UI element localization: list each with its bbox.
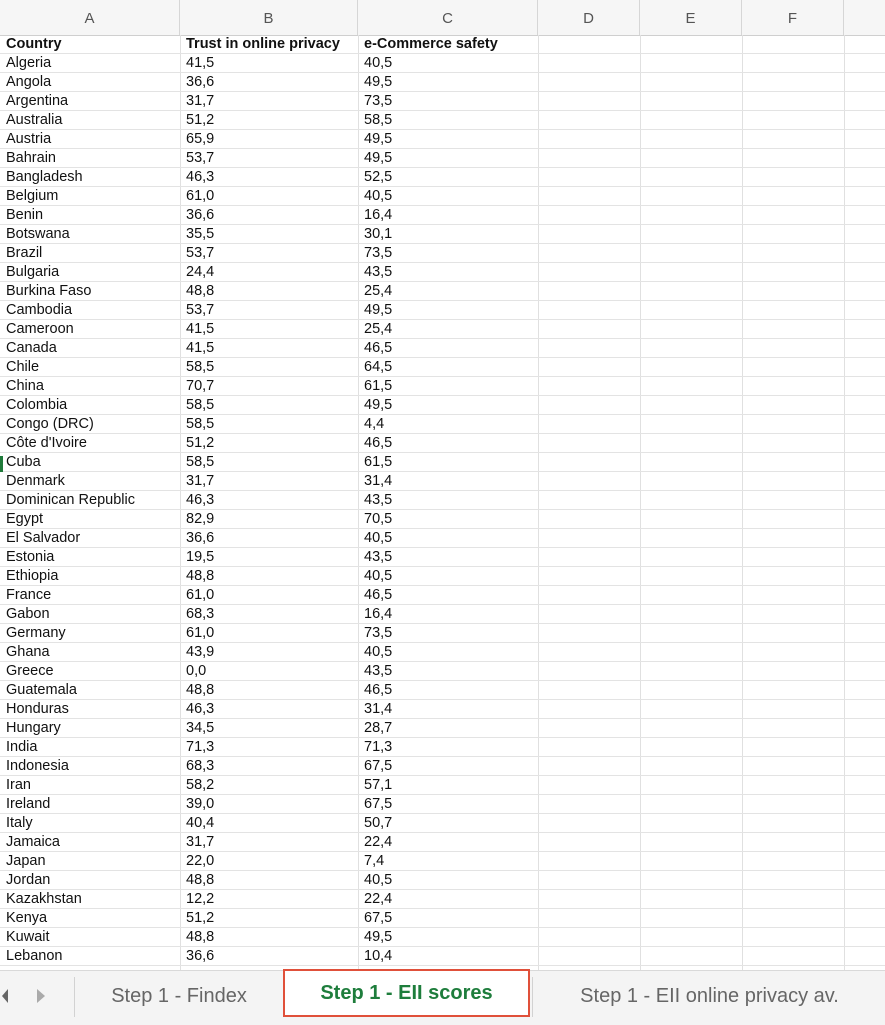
cell-ecommerce-safety[interactable]: 16,4 <box>364 606 393 622</box>
cell-ecommerce-safety[interactable]: 49,5 <box>364 150 393 166</box>
cell-ecommerce-safety[interactable]: 57,1 <box>364 777 393 793</box>
table-row <box>0 206 885 225</box>
column-header-b[interactable]: B <box>180 0 358 35</box>
table-row <box>0 168 885 187</box>
table-row <box>0 187 885 206</box>
table-row <box>0 757 885 776</box>
cell-ecommerce-safety[interactable]: 46,5 <box>364 587 393 603</box>
cell-trust-online-privacy[interactable]: 51,2 <box>186 435 215 451</box>
table-row <box>0 947 885 966</box>
cell-country[interactable]: Cuba <box>6 454 41 470</box>
cell-trust-online-privacy[interactable]: 58,5 <box>186 454 215 470</box>
tab-step1-findex[interactable]: Step 1 - Findex <box>111 985 247 1007</box>
table-row <box>0 719 885 738</box>
cell-country[interactable]: Brazil <box>6 245 43 261</box>
cell-ecommerce-safety[interactable]: 40,5 <box>364 644 393 660</box>
cell-country[interactable]: Iran <box>6 777 31 793</box>
row-indicator-mark <box>0 456 3 472</box>
table-row <box>0 54 885 73</box>
cell-country[interactable]: Denmark <box>6 473 65 489</box>
table-row <box>0 491 885 510</box>
header-cell-country[interactable]: Country <box>6 36 62 52</box>
cell-trust-online-privacy[interactable]: 61,0 <box>186 587 215 603</box>
cell-country[interactable]: Cambodia <box>6 302 73 318</box>
cell-ecommerce-safety[interactable]: 64,5 <box>364 359 393 375</box>
table-row <box>0 282 885 301</box>
cell-country[interactable]: Ethiopia <box>6 568 59 584</box>
cell-trust-online-privacy[interactable]: 36,6 <box>186 207 215 223</box>
cell-country[interactable]: Bulgaria <box>6 264 60 280</box>
cell-country[interactable]: Italy <box>6 815 33 831</box>
cell-ecommerce-safety[interactable]: 73,5 <box>364 245 393 261</box>
cell-country[interactable]: Belgium <box>6 188 59 204</box>
cell-ecommerce-safety[interactable]: 40,5 <box>364 188 393 204</box>
tab-separator <box>74 977 75 1017</box>
cell-ecommerce-safety[interactable]: 49,5 <box>364 131 393 147</box>
cell-ecommerce-safety[interactable]: 25,4 <box>364 283 393 299</box>
table-row <box>0 852 885 871</box>
cell-country[interactable]: Algeria <box>6 55 52 71</box>
table-row <box>0 244 885 263</box>
cell-country[interactable]: Austria <box>6 131 52 147</box>
table-row <box>0 795 885 814</box>
cell-country[interactable]: Greece <box>6 663 54 679</box>
column-header-a[interactable]: A <box>0 0 180 35</box>
tab-separator <box>532 977 533 1017</box>
cell-trust-online-privacy[interactable]: 48,8 <box>186 283 215 299</box>
cell-trust-online-privacy[interactable]: 65,9 <box>186 131 215 147</box>
cell-ecommerce-safety[interactable]: 61,5 <box>364 378 393 394</box>
column-header-c[interactable]: C <box>358 0 538 35</box>
table-row <box>0 529 885 548</box>
cell-country[interactable]: Lebanon <box>6 948 63 964</box>
cell-trust-online-privacy[interactable]: 48,8 <box>186 929 215 945</box>
table-row <box>0 301 885 320</box>
table-row <box>0 339 885 358</box>
cell-trust-online-privacy[interactable]: 35,5 <box>186 226 215 242</box>
cell-trust-online-privacy[interactable]: 43,9 <box>186 644 215 660</box>
tab-next-arrow-icon[interactable] <box>30 982 52 1010</box>
table-row <box>0 377 885 396</box>
tab-prev-arrow-icon[interactable] <box>0 982 10 1010</box>
cell-country[interactable]: Colombia <box>6 397 68 413</box>
cell-trust-online-privacy[interactable]: 71,3 <box>186 739 215 755</box>
table-row <box>0 833 885 852</box>
cell-country[interactable]: Kenya <box>6 910 48 926</box>
cell-trust-online-privacy[interactable]: 53,7 <box>186 245 215 261</box>
table-row <box>0 396 885 415</box>
table-row <box>0 111 885 130</box>
cell-country[interactable]: China <box>6 378 44 394</box>
cell-country[interactable]: Gabon <box>6 606 50 622</box>
table-row <box>0 225 885 244</box>
cell-ecommerce-safety[interactable]: 46,5 <box>364 435 393 451</box>
cell-ecommerce-safety[interactable]: 40,5 <box>364 568 393 584</box>
cell-trust-online-privacy[interactable]: 46,3 <box>186 169 215 185</box>
cell-country[interactable]: Chile <box>6 359 40 375</box>
cell-ecommerce-safety[interactable]: 73,5 <box>364 625 393 641</box>
cell-ecommerce-safety[interactable]: 73,5 <box>364 93 393 109</box>
cell-country[interactable]: Hungary <box>6 720 61 736</box>
cell-trust-online-privacy[interactable]: 51,2 <box>186 112 215 128</box>
table-row <box>0 890 885 909</box>
cell-trust-online-privacy[interactable]: 51,2 <box>186 910 215 926</box>
cell-trust-online-privacy[interactable]: 34,5 <box>186 720 215 736</box>
cell-ecommerce-safety[interactable]: 61,5 <box>364 454 393 470</box>
cell-country[interactable]: Botswana <box>6 226 70 242</box>
cell-ecommerce-safety[interactable]: 43,5 <box>364 492 393 508</box>
cell-trust-online-privacy[interactable]: 12,2 <box>186 891 215 907</box>
table-row <box>0 320 885 339</box>
cell-country[interactable]: Côte d'Ivoire <box>6 435 87 451</box>
cell-trust-online-privacy[interactable]: 36,6 <box>186 948 215 964</box>
cell-ecommerce-safety[interactable]: 50,7 <box>364 815 393 831</box>
cell-trust-online-privacy[interactable]: 31,7 <box>186 473 215 489</box>
cell-trust-online-privacy[interactable]: 53,7 <box>186 150 215 166</box>
table-row <box>0 605 885 624</box>
table-row <box>0 130 885 149</box>
table-row <box>0 567 885 586</box>
cell-trust-online-privacy[interactable]: 46,3 <box>186 492 215 508</box>
cell-country[interactable]: Estonia <box>6 549 55 565</box>
cell-ecommerce-safety[interactable]: 7,4 <box>364 853 385 869</box>
table-row <box>0 776 885 795</box>
cell-ecommerce-safety[interactable]: 16,4 <box>364 207 393 223</box>
cell-ecommerce-safety[interactable]: 46,5 <box>364 340 393 356</box>
cell-trust-online-privacy[interactable]: 48,8 <box>186 568 215 584</box>
table-row <box>0 643 885 662</box>
cell-trust-online-privacy[interactable]: 58,5 <box>186 397 215 413</box>
cell-country[interactable]: Benin <box>6 207 44 223</box>
header-cell-trust-online-privacy[interactable]: Trust in online privacy <box>186 36 340 52</box>
cell-ecommerce-safety[interactable]: 43,5 <box>364 264 393 280</box>
cell-trust-online-privacy[interactable]: 41,5 <box>186 340 215 356</box>
cell-ecommerce-safety[interactable]: 49,5 <box>364 74 393 90</box>
header-cell-ecommerce-safety[interactable]: e-Commerce safety <box>364 36 498 52</box>
table-row <box>0 472 885 491</box>
cell-ecommerce-safety[interactable]: 10,4 <box>364 948 393 964</box>
cell-trust-online-privacy[interactable]: 22,0 <box>186 853 215 869</box>
cell-trust-online-privacy[interactable]: 36,6 <box>186 530 215 546</box>
cell-country[interactable]: Guatemala <box>6 682 77 698</box>
cell-trust-online-privacy[interactable]: 41,5 <box>186 55 215 71</box>
cell-country[interactable]: Argentina <box>6 93 69 109</box>
cell-ecommerce-safety[interactable]: 4,4 <box>364 416 385 432</box>
cell-trust-online-privacy[interactable]: 82,9 <box>186 511 215 527</box>
cell-trust-online-privacy[interactable]: 24,4 <box>186 264 215 280</box>
cell-country[interactable]: Bahrain <box>6 150 56 166</box>
cell-country[interactable]: India <box>6 739 38 755</box>
cell-trust-online-privacy[interactable]: 39,0 <box>186 796 215 812</box>
cell-ecommerce-safety[interactable]: 31,4 <box>364 473 393 489</box>
table-row <box>0 415 885 434</box>
cell-trust-online-privacy[interactable]: 68,3 <box>186 758 215 774</box>
cell-ecommerce-safety[interactable]: 31,4 <box>364 701 393 717</box>
table-row <box>0 871 885 890</box>
column-header-d[interactable]: D <box>538 0 640 35</box>
cell-ecommerce-safety[interactable]: 25,4 <box>364 321 393 337</box>
cell-trust-online-privacy[interactable]: 31,7 <box>186 834 215 850</box>
cell-country[interactable]: Honduras <box>6 701 69 717</box>
cell-ecommerce-safety[interactable]: 40,5 <box>364 530 393 546</box>
cell-trust-online-privacy[interactable]: 58,5 <box>186 359 215 375</box>
cell-ecommerce-safety[interactable]: 28,7 <box>364 720 393 736</box>
cell-trust-online-privacy[interactable]: 68,3 <box>186 606 215 622</box>
cell-ecommerce-safety[interactable]: 71,3 <box>364 739 393 755</box>
cell-ecommerce-safety[interactable]: 43,5 <box>364 549 393 565</box>
cell-trust-online-privacy[interactable]: 41,5 <box>186 321 215 337</box>
table-row <box>0 700 885 719</box>
cell-ecommerce-safety[interactable]: 52,5 <box>364 169 393 185</box>
table-row <box>0 586 885 605</box>
cell-trust-online-privacy[interactable]: 36,6 <box>186 74 215 90</box>
cell-ecommerce-safety[interactable]: 49,5 <box>364 397 393 413</box>
table-row <box>0 738 885 757</box>
cell-trust-online-privacy[interactable]: 0,0 <box>186 663 207 679</box>
cell-ecommerce-safety[interactable]: 67,5 <box>364 796 393 812</box>
cell-country[interactable]: Cameroon <box>6 321 74 337</box>
column-header-row <box>0 0 885 36</box>
cell-country[interactable]: Canada <box>6 340 57 356</box>
cell-ecommerce-safety[interactable]: 49,5 <box>364 929 393 945</box>
cell-country[interactable]: France <box>6 587 52 603</box>
cell-trust-online-privacy[interactable]: 53,7 <box>186 302 215 318</box>
cell-ecommerce-safety[interactable]: 49,5 <box>364 302 393 318</box>
cell-country[interactable]: Burkina Faso <box>6 283 92 299</box>
cell-ecommerce-safety[interactable]: 70,5 <box>364 511 393 527</box>
cell-country[interactable]: Jordan <box>6 872 51 888</box>
cell-ecommerce-safety[interactable]: 40,5 <box>364 55 393 71</box>
cell-trust-online-privacy[interactable]: 61,0 <box>186 625 215 641</box>
cell-ecommerce-safety[interactable]: 30,1 <box>364 226 393 242</box>
cell-ecommerce-safety[interactable]: 22,4 <box>364 891 393 907</box>
column-header-f[interactable]: F <box>742 0 844 35</box>
cell-country[interactable]: Egypt <box>6 511 44 527</box>
table-row <box>0 92 885 111</box>
cell-country[interactable]: El Salvador <box>6 530 81 546</box>
cell-country[interactable]: Kazakhstan <box>6 891 82 907</box>
table-row <box>0 149 885 168</box>
cell-country[interactable]: Bangladesh <box>6 169 83 185</box>
cell-ecommerce-safety[interactable]: 67,5 <box>364 910 393 926</box>
cell-trust-online-privacy[interactable]: 48,8 <box>186 872 215 888</box>
cell-trust-online-privacy[interactable]: 61,0 <box>186 188 215 204</box>
table-row <box>0 662 885 681</box>
cell-trust-online-privacy[interactable]: 31,7 <box>186 93 215 109</box>
table-row <box>0 263 885 282</box>
table-row <box>0 73 885 92</box>
table-row <box>0 548 885 567</box>
tab-step1-eii-scores[interactable]: Step 1 - EII scores <box>283 969 530 1017</box>
cell-trust-online-privacy[interactable]: 19,5 <box>186 549 215 565</box>
table-row <box>0 814 885 833</box>
cell-trust-online-privacy[interactable]: 48,8 <box>186 682 215 698</box>
table-row <box>0 453 885 472</box>
table-row <box>0 358 885 377</box>
cell-ecommerce-safety[interactable]: 58,5 <box>364 112 393 128</box>
table-row <box>0 909 885 928</box>
tab-step1-eii-online-privacy[interactable]: Step 1 - EII online privacy av. <box>580 985 839 1007</box>
cell-country[interactable]: Australia <box>6 112 63 128</box>
cell-country[interactable]: Ireland <box>6 796 51 812</box>
cell-country[interactable]: Dominican Republic <box>6 492 135 508</box>
table-row <box>0 624 885 643</box>
sheet-tab-bar <box>0 970 885 1025</box>
cell-country[interactable]: Indonesia <box>6 758 69 774</box>
cell-country[interactable]: Jamaica <box>6 834 60 850</box>
cell-trust-online-privacy[interactable]: 46,3 <box>186 701 215 717</box>
cell-ecommerce-safety[interactable]: 43,5 <box>364 663 393 679</box>
table-row <box>0 681 885 700</box>
cell-country[interactable]: Kuwait <box>6 929 50 945</box>
table-row <box>0 434 885 453</box>
cell-trust-online-privacy[interactable]: 40,4 <box>186 815 215 831</box>
cell-country[interactable]: Congo (DRC) <box>6 416 94 432</box>
cell-country[interactable]: Ghana <box>6 644 50 660</box>
table-header-row <box>0 35 885 54</box>
cell-ecommerce-safety[interactable]: 22,4 <box>364 834 393 850</box>
cell-country[interactable]: Angola <box>6 74 52 90</box>
column-header-e[interactable]: E <box>640 0 742 35</box>
cell-ecommerce-safety[interactable]: 46,5 <box>364 682 393 698</box>
table-row <box>0 928 885 947</box>
cell-ecommerce-safety[interactable]: 67,5 <box>364 758 393 774</box>
table-row <box>0 510 885 529</box>
cell-country[interactable]: Germany <box>6 625 66 641</box>
cell-country[interactable]: Japan <box>6 853 46 869</box>
cell-trust-online-privacy[interactable]: 70,7 <box>186 378 215 394</box>
cell-ecommerce-safety[interactable]: 40,5 <box>364 872 393 888</box>
cell-trust-online-privacy[interactable]: 58,2 <box>186 777 215 793</box>
cell-trust-online-privacy[interactable]: 58,5 <box>186 416 215 432</box>
